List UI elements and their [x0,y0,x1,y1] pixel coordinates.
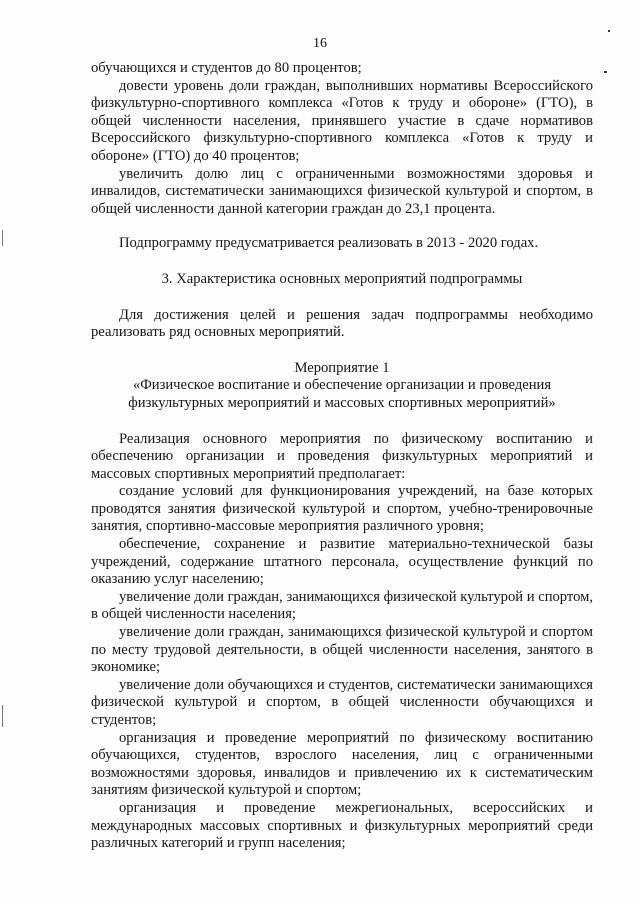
spacer [91,253,593,271]
spacer [91,413,593,431]
spacer [91,289,593,307]
document-body [91,60,593,853]
spacer [91,218,593,235]
paragraph: увеличение доли граждан, занимающихся физической культурой и спортом, в общей численности населения; [91,588,593,623]
scan-mark [608,30,610,32]
paragraph: обучающихся и студентов до 80 процентов; [91,60,362,76]
paragraph: увеличение доли обучающихся и студентов, систематически занимающихся физической культурой и спортом, в общей численности обучающихся и студентов; [91,676,593,728]
measure-title: Мероприятие 1 [294,359,390,376]
page-number: 16 [313,36,327,51]
spacer [91,342,593,360]
paragraph: увеличить долю лиц с ограниченными возможностями здоровья и инвалидов, систематически занимающихся физической культурой и спортом, в общей численности данной категории граждан до 23,1 процента. [91,165,593,217]
paragraph: Для достижения целей и решения задач подпрограммы необходимо реализовать ряд основных мероприятий. [91,306,593,341]
paragraph: организация и проведение мероприятий по физическому воспитанию обучающихся, студентов, взрослого населения, лиц с ограниченными возможностями здоровья, инвалидов и привлечению их к систематическим занятиям физической культурой и спортом; [91,729,593,799]
paragraph: Реализация основного мероприятия по физическому воспитанию и обеспечению организации и проведения физкультурных мероприятий и массовых спортивных мероприятий предполагает: [91,430,593,482]
paragraph: обеспечение, сохранение и развитие материально-технической базы учреждений, содержание штатного персонала, осуществление функций по оказанию услуг населению; [91,536,593,588]
paragraph: организация и проведение межрегиональных, всероссийских и международных массовых спортивных и физкультурных мероприятий среди различных категорий и групп населения; [91,799,593,852]
scan-mark [604,71,607,73]
paragraph: создание условий для функционирования учреждений, на базе которых проводятся занятия физической культурой и спортом, учебно-тренировочные занятия, спортивно-массовые мероприятия различного уровня; [91,483,593,535]
scan-mark [2,705,3,727]
scan-mark [2,230,3,246]
section-heading: 3. Характеристика основных мероприятий подпрограммы [161,270,523,287]
paragraph: Подпрограмму предусматривается реализовать в 2013 - 2020 годах. [119,235,539,252]
paragraph: довести уровень доли граждан, выполнивших нормативы Всероссийского физкультурно-спортивного комплекса «Готов к труду и обороне» (ГТО), в общей численности населения, принявшего участие в сдаче нормативов Всероссийского физкультурно-спортивного комплекса «Готов к труду и обороне» (ГТО) до 40 процентов; [91,77,593,164]
measure-subtitle: «Физическое воспитание и обеспечение организации и проведения физкультурных мероприятий и массовых спортивных мероприятий» [128,377,556,411]
paragraph: увеличение доли граждан, занимающихся физической культурой и спортом по месту трудовой деятельности, в общей численности населения, занятого в экономике; [91,624,593,676]
